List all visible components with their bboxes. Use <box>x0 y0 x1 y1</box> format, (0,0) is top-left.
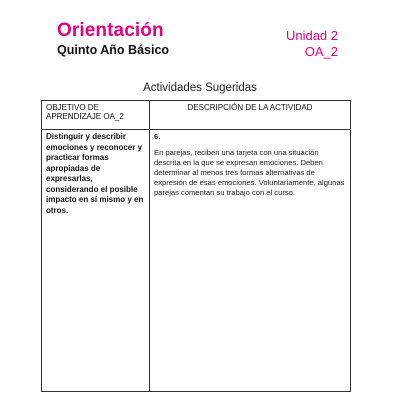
description-header: DESCRIPCIÓN DE LA ACTIVIDAD <box>150 101 351 130</box>
unit-label: Unidad 2 <box>285 28 338 43</box>
description-cell <box>150 130 351 392</box>
section-title: Actividades Sugeridas <box>143 82 257 94</box>
table-row <box>42 130 351 392</box>
objective-cell: Distinguir y describir emociones y reconocer y practicar formas apropiadas de expresarlas, considerando el posible impacto en sí mismo y en otros. <box>42 130 150 392</box>
activity-number: 6. <box>154 132 161 141</box>
activity-description: En parejas, reciben una tarjeta con una situación descrita en la que se expresan emociones. Deben determinar al menos tres formas alternativas de expresión de esas emociones. Voluntariamente, algunas parejas comentan su trabajo con el curso. <box>154 148 345 197</box>
objective-header: OBJETIVO DE APRENDIZAJE OA_2 <box>42 101 150 130</box>
oa-code-label: OA_2 <box>304 44 338 59</box>
subject-title: Orientación <box>57 20 164 41</box>
grade-label: Quinto Año Básico <box>57 43 170 57</box>
table-header-row <box>42 101 351 130</box>
activities-table <box>41 100 351 392</box>
